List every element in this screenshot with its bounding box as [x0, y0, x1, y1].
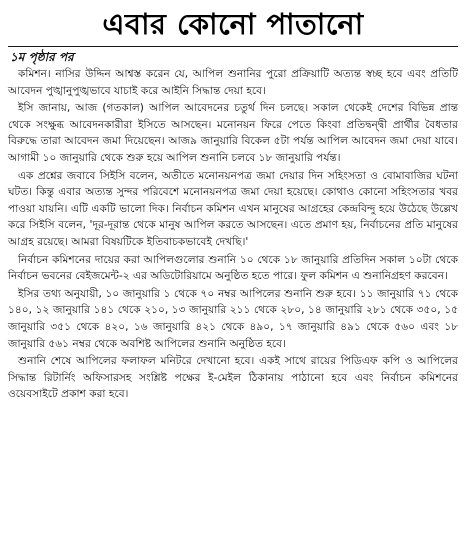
paragraph: ইসি জানায়, আজ (গতকাল) আপিল আবেদনের চতুর্থ দিন চলছে। সকাল থেকেই দেশের বিভিন্ন প্রান্ত থেকে সংক্ষুব্ধ আবেদনকারীরা ইসিতে আসছেন। মনোনয়ন ফিরে পেতে কিংবা প্রতিদ্বন্দ্বী প্রার্থীর বৈধতার বিরুদ্ধে তারা আবেদন জমা দিয়েছেন। আজ৯ জানুয়ারি বিকেল ৫টা পর্যন্ত আপিল আবেদন জমা দেয়া যাবে। আগামী ১০ জানুয়ারি থেকে শুরু হয়ে আপিল শুনানি চলবে ১৮ জানুয়ারি পর্যন্ত।: [8, 102, 458, 164]
paragraph: ইসির তথ্য অনুযায়ী, ১০ জানুয়ারি ১ থেকে ৭০ নম্বর আপিলের শুনানি শুরু হবে। ১১ জানুয়ারি ৭১ থেকে ১৪০, ১২ জানুয়ারি ১৪১ থেকে ২১০, ১৩ জানুয়ারি ২১১ থেকে ২৮০, ১৪ জানুয়ারি ২৮১ থেকে ৩৫০, ১৫ জানুয়ারি ৩৫১ থেকে ৪২০, ১৬ জানুয়ারি ৪২১ থেকে ৪৯০, ১৭ জানুয়ারি ৪৯১ থেকে ৫৬০ এবং ১৮ জানুয়ারি ৫৬১ নম্বর থেকে অবশিষ্ট আপিলের শুনানি অনুষ্ঠিত হবে।: [8, 287, 458, 350]
paragraph: শুনানি শেষে আপিলের ফলাফল মনিটরে দেখানো হবে। একই সাথে রায়ের পিডিএফ কপি ও আপিলের সিদ্ধান্ত রিটার্নিং অফিসারসহ সংশ্লিষ্ট পক্ষের ই-মেইল ঠিকানায় পাঠানো হবে এবং নির্বাচন কমিশনের ওয়েবসাইটে প্রকাশ করা হবে।: [8, 355, 458, 401]
paragraph: কমিশন। নাসির উদ্দিন আশ্বস্ত করেন যে, আপিল শুনানির পুরো প্রক্রিয়াটি অত্যন্ত স্বচ্ছ হবে এবং প্রতিটি আবেদন পুঙ্খানুপুঙ্খভাবে যাচাই করে আইনি সিদ্ধান্ত দেয়া হবে।: [8, 68, 458, 97]
continued-from-label: ১ম পৃষ্ঠার পর: [10, 50, 74, 64]
article-body: [8, 66, 458, 403]
headline: এবার কোনো পাতানো: [102, 7, 364, 41]
headline-rule: [8, 46, 458, 47]
paragraph: এক প্রশ্নের জবাবে সিইসি বলেন, অতীতে মনোনয়নপত্র জমা দেয়ার দিন সহিংসতা ও বোমাবাজির ঘটনা ঘটত। কিন্তু এবার অত্যন্ত সুন্দর পরিবেশে মনোনয়নপত্র জমা দেয়া হয়েছে। কোথাও কোনো সহিংসতার খবর পাওয়া যায়নি। এটি একটি ভালো দিক। নির্বাচন কমিশন এখন মানুষের আগ্রহের কেন্দ্রবিন্দু হয়ে উঠেছে উল্লেখ করে সিইসি বলেন, 'দূর-দূরান্ত থেকে মানুষ আপিল করতে আসছেন। এতে প্রমাণ হয়, নির্বাচনের প্রতি মানুষের আগ্রহ রয়েছে। আমরা বিষয়টিকে ইতিবাচকভাবেই দেখছি।': [8, 169, 458, 248]
paragraph: নির্বাচন কমিশনের দায়ের করা আপিলগুলোর শুনানি ১০ থেকে ১৮ জানুয়ারি প্রতিদিন সকাল ১০টা থেকে নির্বাচন ভবনের বেইজমেন্ট-২ এর অডিটোরিয়ামে অনুষ্ঠিত হতে পারে। ফুল কমিশন এ শুনানিগ্রহণ করবেন।: [8, 253, 458, 283]
